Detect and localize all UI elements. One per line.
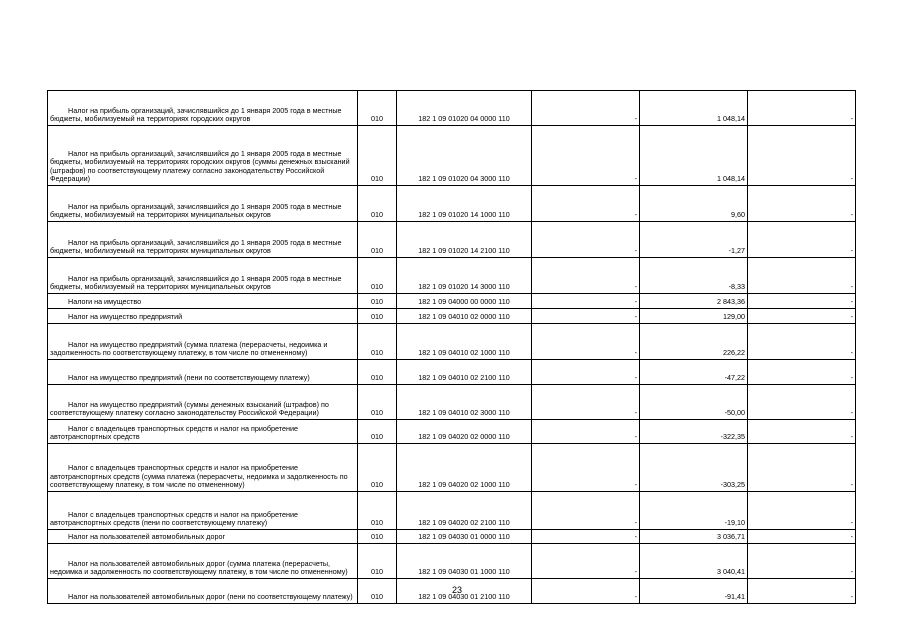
row-unexecuted-value: - [748,258,856,294]
row-budget-code: 182 1 09 01020 14 3000 110 [397,258,532,294]
row-budget-code: 182 1 09 01020 14 1000 110 [397,186,532,222]
row-budget-code: 182 1 09 04010 02 2100 110 [397,360,532,385]
row-executed-value: 9,60 [640,186,748,222]
row-executed-value: 2 843,36 [640,294,748,309]
row-approved-value: - [532,492,640,530]
row-line-code: 010 [358,309,397,324]
row-name-cell: Налог на прибыль организаций, зачислявшийся до 1 января 2005 года в местные бюджеты, мобилизуемый на территориях городских округов (суммы денежных взысканий (штрафов) по соответствующему платежу согласно законодательству Российской Федерации) [48,126,358,186]
page-number: 23 [452,585,463,595]
row-unexecuted-value: - [748,444,856,492]
row-unexecuted-value: - [748,294,856,309]
row-line-code: 010 [358,324,397,360]
row-line-code: 010 [358,444,397,492]
row-executed-value: -8,33 [640,258,748,294]
row-approved-value: - [532,222,640,258]
row-executed-value: 226,22 [640,324,748,360]
row-approved-value: - [532,186,640,222]
row-name-cell: Налог на имущество предприятий [48,309,358,324]
row-line-code: 010 [358,360,397,385]
row-executed-value: 3 040,41 [640,544,748,579]
row-name-cell: Налог на прибыль организаций, зачислявшийся до 1 января 2005 года в местные бюджеты, мобилизуемый на территориях муниципальных округов [48,186,358,222]
row-executed-value: 1 048,14 [640,126,748,186]
row-name-cell: Налог на пользователей автомобильных дорог [48,530,358,544]
row-unexecuted-value: - [748,420,856,444]
row-unexecuted-value: - [748,579,856,604]
table-row [48,294,856,309]
table-row [48,258,856,294]
table-row [48,360,856,385]
row-unexecuted-value: - [748,385,856,420]
row-line-code: 010 [358,258,397,294]
row-executed-value: 3 036,71 [640,530,748,544]
row-approved-value: - [532,324,640,360]
row-line-code: 010 [358,222,397,258]
table-row [48,385,856,420]
table-row [48,186,856,222]
row-unexecuted-value: - [748,91,856,126]
row-name-cell: Налог на пользователей автомобильных дорог (сумма платежа (перерасчеты, недоимка и задолженность по соответствующему платежу, в том числе по отмененному) [48,544,358,579]
row-approved-value: - [532,126,640,186]
row-executed-value: -47,22 [640,360,748,385]
row-budget-code: 182 1 09 04000 00 0000 110 [397,294,532,309]
table-row [48,420,856,444]
row-approved-value: - [532,420,640,444]
row-unexecuted-value: - [748,186,856,222]
row-name-cell: Налог с владельцев транспортных средств и налог на приобретение автотранспортных средств (сумма платежа (перерасчеты, недоимка и задолженность по соответствующему платежу, в том числе по отмененному) [48,444,358,492]
row-budget-code: 182 1 09 01020 14 2100 110 [397,222,532,258]
row-approved-value: - [532,360,640,385]
table-row [48,324,856,360]
table-row [48,222,856,258]
table-row [48,444,856,492]
table-row [48,544,856,579]
row-executed-value: 1 048,14 [640,91,748,126]
row-budget-code: 182 1 09 04010 02 3000 110 [397,385,532,420]
row-line-code: 010 [358,530,397,544]
row-unexecuted-value: - [748,492,856,530]
row-name-cell: Налог с владельцев транспортных средств и налог на приобретение автотранспортных средств [48,420,358,444]
table-row [48,492,856,530]
row-line-code: 010 [358,294,397,309]
row-budget-code: 182 1 09 04020 02 1000 110 [397,444,532,492]
row-budget-code: 182 1 09 04030 01 1000 110 [397,544,532,579]
row-approved-value: - [532,294,640,309]
row-unexecuted-value: - [748,222,856,258]
row-executed-value: -19,10 [640,492,748,530]
row-line-code: 010 [358,126,397,186]
row-budget-code: 182 1 09 04030 01 0000 110 [397,530,532,544]
row-approved-value: - [532,385,640,420]
row-name-cell: Налоги на имущество [48,294,358,309]
row-unexecuted-value: - [748,530,856,544]
row-approved-value: - [532,530,640,544]
row-line-code: 010 [358,579,397,604]
row-name-cell: Налог с владельцев транспортных средств и налог на приобретение автотранспортных средств (пени по соответствующему платежу) [48,492,358,530]
row-approved-value: - [532,579,640,604]
row-unexecuted-value: - [748,544,856,579]
row-budget-code: 182 1 09 04030 01 2100 110 [397,579,532,604]
row-executed-value: -1,27 [640,222,748,258]
row-budget-code: 182 1 09 01020 04 0000 110 [397,91,532,126]
row-name-cell: Налог на имущество предприятий (суммы денежных взысканий (штрафов) по соответствующему платежу согласно законодательству Российской Федерации) [48,385,358,420]
row-budget-code: 182 1 09 04010 02 1000 110 [397,324,532,360]
table-row [48,91,856,126]
row-name-cell: Налог на прибыль организаций, зачислявшийся до 1 января 2005 года в местные бюджеты, мобилизуемый на территориях муниципальных округов [48,258,358,294]
row-executed-value: -303,25 [640,444,748,492]
row-name-cell: Налог на имущество предприятий (сумма платежа (перерасчеты, недоимка и задолженность по соответствующему платежу, в том числе по отмененному) [48,324,358,360]
row-budget-code: 182 1 09 01020 04 3000 110 [397,126,532,186]
table-row [48,530,856,544]
row-unexecuted-value: - [748,360,856,385]
row-line-code: 010 [358,385,397,420]
row-unexecuted-value: - [748,309,856,324]
row-line-code: 010 [358,492,397,530]
row-approved-value: - [532,309,640,324]
row-executed-value: -50,00 [640,385,748,420]
row-name-cell: Налог на прибыль организаций, зачислявшийся до 1 января 2005 года в местные бюджеты, мобилизуемый на территориях муниципальных округов [48,222,358,258]
row-executed-value: 129,00 [640,309,748,324]
row-unexecuted-value: - [748,324,856,360]
row-line-code: 010 [358,420,397,444]
row-name-cell: Налог на прибыль организаций, зачислявшийся до 1 января 2005 года в местные бюджеты, мобилизуемый на территориях городских округов [48,91,358,126]
row-budget-code: 182 1 09 04020 02 0000 110 [397,420,532,444]
row-approved-value: - [532,91,640,126]
row-line-code: 010 [358,91,397,126]
row-line-code: 010 [358,186,397,222]
row-approved-value: - [532,444,640,492]
row-executed-value: -322,35 [640,420,748,444]
row-name-cell: Налог на пользователей автомобильных дорог (пени по соответствующему платежу) [48,579,358,604]
row-name-cell: Налог на имущество предприятий (пени по соответствующему платежу) [48,360,358,385]
row-line-code: 010 [358,544,397,579]
row-budget-code: 182 1 09 04010 02 0000 110 [397,309,532,324]
table-row [48,309,856,324]
row-executed-value: -91,41 [640,579,748,604]
row-unexecuted-value: - [748,126,856,186]
row-approved-value: - [532,258,640,294]
table-row [48,126,856,186]
row-budget-code: 182 1 09 04020 02 2100 110 [397,492,532,530]
row-approved-value: - [532,544,640,579]
budget-revenue-table [47,90,856,604]
